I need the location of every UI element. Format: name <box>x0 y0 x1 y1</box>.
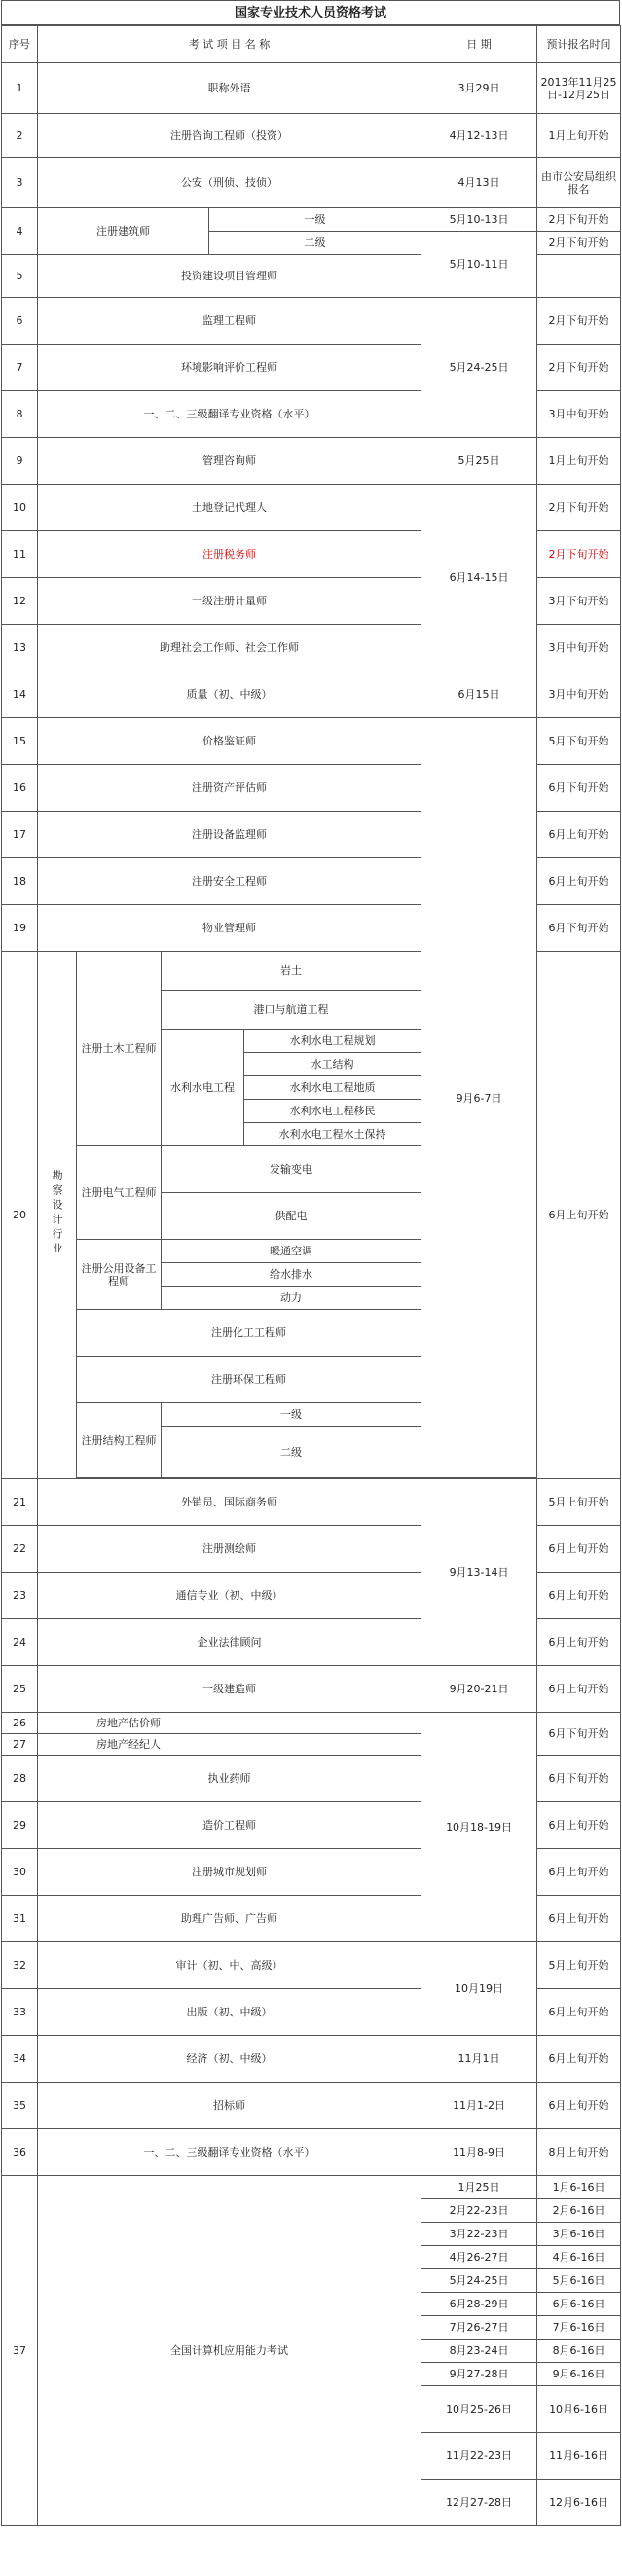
chemical-engineer-label: 注册化工工程师 <box>77 1310 421 1357</box>
table-row <box>2 298 621 345</box>
table-row <box>2 1713 621 1734</box>
exam-sub-level: 二级 <box>209 232 421 255</box>
reg-time: 3月中旬开始 <box>537 391 621 438</box>
exam-name: 经济（初、中级） <box>38 2036 421 2083</box>
table-row <box>2 158 621 208</box>
sub-specialty: 港口与航道工程 <box>162 991 421 1030</box>
reg-time: 7月6-16日 <box>537 2316 621 2340</box>
row-no: 15 <box>2 718 38 765</box>
reg-time: 5月上旬开始 <box>537 1479 621 1526</box>
exam-name: 助理社会工作师、社会工作师 <box>38 625 421 671</box>
exam-date: 10月19日 <box>421 1942 537 2036</box>
table-row <box>2 114 621 158</box>
exam-date: 5月24-25日 <box>421 298 537 438</box>
exam-date: 6月15日 <box>421 671 537 718</box>
sub-specialty: 水利水电工程规划 <box>244 1030 421 1053</box>
exam-date: 9月20-21日 <box>421 1666 537 1713</box>
utility-engineer-label: 注册公用设备工程师 <box>77 1240 162 1310</box>
reg-time: 2月下旬开始 <box>537 345 621 391</box>
environmental-engineer-label: 注册环保工程师 <box>77 1357 421 1403</box>
row-no: 6 <box>2 298 38 345</box>
exam-name: 注册税务师 <box>38 531 421 578</box>
exam-date: 3月22-23日 <box>421 2223 537 2246</box>
reg-time: 6月上旬开始 <box>537 1526 621 1573</box>
row-no: 12 <box>2 578 38 625</box>
row-no: 10 <box>2 485 38 531</box>
table-row <box>2 1479 621 1526</box>
sub-specialty: 水利水电工程移民 <box>244 1100 421 1123</box>
exam-name: 投资建设项目管理师 <box>38 255 421 298</box>
exam-name: 注册咨询工程师（投资） <box>38 114 421 158</box>
row-no: 33 <box>2 1989 38 2036</box>
row-no: 20 <box>2 952 38 1479</box>
reg-time: 6月上旬开始 <box>537 1619 621 1666</box>
exam-date: 9月6-7日 <box>421 718 537 1478</box>
exam-date: 5月10-13日 <box>421 208 537 232</box>
exam-date: 12月27-28日 <box>421 2480 537 2526</box>
sub-specialty: 供配电 <box>162 1193 421 1240</box>
exam-name: 招标师 <box>38 2083 421 2129</box>
reg-time: 6月上旬开始 <box>537 1896 621 1942</box>
sub-specialty: 暖通空调 <box>162 1240 421 1263</box>
exam-name: 一级注册计量师 <box>38 578 421 625</box>
table-row <box>2 2083 621 2129</box>
reg-time: 6月下旬开始 <box>537 905 621 952</box>
table-row <box>2 438 621 485</box>
exam-name: 审计（初、中、高级） <box>38 1942 421 1989</box>
exam-name: 执业药师 <box>38 1756 421 1802</box>
row-no: 8 <box>2 391 38 438</box>
row-no: 26 <box>2 1713 38 1734</box>
exam-date: 10月18-19日 <box>421 1713 537 1942</box>
exam-sub-level: 一级 <box>209 208 421 232</box>
exam-name: 企业法律顾问 <box>38 1619 421 1666</box>
reg-time: 6月上旬开始 <box>537 1989 621 2036</box>
exam-name: 外销员、国际商务师 <box>38 1479 421 1526</box>
sub-specialty: 水利水电工程地质 <box>244 1076 421 1100</box>
row-no: 25 <box>2 1666 38 1713</box>
exam-name: 房地产估价师 <box>38 1713 421 1734</box>
sub-specialty: 水工结构 <box>244 1053 421 1076</box>
exam-name: 注册设备监理师 <box>38 812 421 858</box>
reg-time: 6月上旬开始 <box>537 952 621 1479</box>
table-row <box>2 718 621 765</box>
row-no: 27 <box>2 1734 38 1756</box>
category-cell <box>38 952 77 1479</box>
table-row <box>2 1942 621 1989</box>
reg-time: 6月6-16日 <box>537 2293 621 2316</box>
row-no: 24 <box>2 1619 38 1666</box>
exam-date: 4月12-13日 <box>421 114 537 158</box>
exam-date: 11月1-2日 <box>421 2083 537 2129</box>
reg-time: 2月下旬开始 <box>537 485 621 531</box>
table-row <box>2 63 621 114</box>
exam-name: 公安（刑侦、技侦） <box>38 158 421 208</box>
exam-name: 一级建造师 <box>38 1666 421 1713</box>
exam-date: 5月10-11日 <box>421 232 537 298</box>
reg-time: 2月下旬开始 <box>537 232 621 255</box>
sub-level: 一级 <box>162 1403 421 1427</box>
row-no: 7 <box>2 345 38 391</box>
reg-time: 1月6-16日 <box>537 2176 621 2199</box>
exam-date: 5月24-25日 <box>421 2269 537 2293</box>
reg-time: 6月上旬开始 <box>537 1573 621 1619</box>
row-no: 2 <box>2 114 38 158</box>
row-no: 14 <box>2 671 38 718</box>
reg-time: 8月上旬开始 <box>537 2129 621 2176</box>
table-row <box>2 208 621 232</box>
exam-name: 土地登记代理人 <box>38 485 421 531</box>
exam-name: 通信专业（初、中级） <box>38 1573 421 1619</box>
row-no: 1 <box>2 63 38 114</box>
header-row <box>2 26 621 63</box>
exam-name: 注册城市规划师 <box>38 1849 421 1896</box>
reg-time: 6月上旬开始 <box>537 1666 621 1713</box>
hydro-label: 水利水电工程 <box>162 1030 244 1146</box>
electrical-engineer-label: 注册电气工程师 <box>77 1146 162 1240</box>
row-no: 29 <box>2 1802 38 1849</box>
row-no: 17 <box>2 812 38 858</box>
row-no: 31 <box>2 1896 38 1942</box>
exam-date: 5月25日 <box>421 438 537 485</box>
row-no: 18 <box>2 858 38 905</box>
exam-name: 监理工程师 <box>38 298 421 345</box>
reg-time: 3月中旬开始 <box>537 671 621 718</box>
row-no: 5 <box>2 255 38 298</box>
exam-date: 7月26-27日 <box>421 2316 537 2340</box>
exam-name: 质量（初、中级） <box>38 671 421 718</box>
reg-time: 10月6-16日 <box>537 2386 621 2433</box>
reg-time: 6月上旬开始 <box>537 2036 621 2083</box>
header-date: 日 期 <box>421 26 537 63</box>
table-row <box>2 2176 621 2199</box>
sub-specialty: 岩土 <box>162 952 421 991</box>
reg-time: 12月6-16日 <box>537 2480 621 2526</box>
reg-time: 3月中旬开始 <box>537 625 621 671</box>
header-no: 序号 <box>2 26 38 63</box>
sub-level: 二级 <box>162 1427 421 1478</box>
exam-name: 注册资产评估师 <box>38 765 421 812</box>
exam-date: 9月27-28日 <box>421 2363 537 2386</box>
reg-time: 6月上旬开始 <box>537 2083 621 2129</box>
exam-name: 全国计算机应用能力考试 <box>38 2176 421 2526</box>
reg-time: 8月6-16日 <box>537 2340 621 2363</box>
exam-date: 9月13-14日 <box>421 1479 537 1666</box>
reg-time: 6月下旬开始 <box>537 765 621 812</box>
reg-time: 6月上旬开始 <box>537 1802 621 1849</box>
exam-name: 造价工程师 <box>38 1802 421 1849</box>
table-row <box>2 2036 621 2083</box>
exam-name: 职称外语 <box>38 63 421 114</box>
reg-time: 5月上旬开始 <box>537 1942 621 1989</box>
page-title: 国家专业技术人员资格考试 <box>1 0 620 25</box>
table-row <box>2 1666 621 1713</box>
exam-name: 价格鉴证师 <box>38 718 421 765</box>
exam-date: 4月26-27日 <box>421 2246 537 2269</box>
reg-time: 6月下旬开始 <box>537 1756 621 1802</box>
row-no: 16 <box>2 765 38 812</box>
exam-date: 11月22-23日 <box>421 2433 537 2480</box>
table-row <box>2 2129 621 2176</box>
row-no: 36 <box>2 2129 38 2176</box>
exam-date: 6月14-15日 <box>421 485 537 671</box>
reg-time: 3月下旬开始 <box>537 578 621 625</box>
reg-time: 4月6-16日 <box>537 2246 621 2269</box>
reg-time: 5月下旬开始 <box>537 718 621 765</box>
header-name: 考 试 项 目 名 称 <box>38 26 421 63</box>
reg-time <box>537 255 621 298</box>
exam-date: 8月23-24日 <box>421 2340 537 2363</box>
sub-specialty: 给水排水 <box>162 1263 421 1287</box>
exam-name: 出版（初、中级） <box>38 1989 421 2036</box>
row-no: 32 <box>2 1942 38 1989</box>
exam-table <box>1 25 621 2526</box>
exam-name: 注册建筑师 <box>38 208 209 255</box>
row-no: 13 <box>2 625 38 671</box>
reg-time: 3月6-16日 <box>537 2223 621 2246</box>
reg-time: 9月6-16日 <box>537 2363 621 2386</box>
row-no: 21 <box>2 1479 38 1526</box>
reg-time: 2月6-16日 <box>537 2199 621 2223</box>
reg-time: 6月上旬开始 <box>537 858 621 905</box>
exam-name: 物业管理师 <box>38 905 421 952</box>
exam-date: 2月22-23日 <box>421 2199 537 2223</box>
row-no: 11 <box>2 531 38 578</box>
civil-engineer-label: 注册土木工程师 <box>77 952 162 1146</box>
exam-date: 3月29日 <box>421 63 537 114</box>
exam-name: 一、二、三级翻译专业资格（水平） <box>38 2129 421 2176</box>
exam-name: 助理广告师、广告师 <box>38 1896 421 1942</box>
reg-time: 2013年11月25日-12月25日 <box>537 63 621 114</box>
table-row <box>2 671 621 718</box>
reg-time: 1月上旬开始 <box>537 438 621 485</box>
exam-date: 11月1日 <box>421 2036 537 2083</box>
row-no: 30 <box>2 1849 38 1896</box>
exam-name: 环境影响评价工程师 <box>38 345 421 391</box>
row-no: 9 <box>2 438 38 485</box>
row-no: 23 <box>2 1573 38 1619</box>
exam-date: 1月25日 <box>421 2176 537 2199</box>
exam-date: 6月28-29日 <box>421 2293 537 2316</box>
row-no: 4 <box>2 208 38 255</box>
reg-time: 1月上旬开始 <box>537 114 621 158</box>
sub-specialty: 水利水电工程水土保持 <box>244 1123 421 1146</box>
exam-date: 11月8-9日 <box>421 2129 537 2176</box>
row-no: 37 <box>2 2176 38 2526</box>
exam-name: 注册安全工程师 <box>38 858 421 905</box>
exam-name: 管理咨询师 <box>38 438 421 485</box>
row-no: 19 <box>2 905 38 952</box>
header-reg: 预计报名时间 <box>537 26 621 63</box>
row-no: 22 <box>2 1526 38 1573</box>
category-label: 勘察设计行业 <box>51 1170 63 1257</box>
reg-time: 5月6-16日 <box>537 2269 621 2293</box>
sub-specialty: 动力 <box>162 1287 421 1310</box>
row-no: 34 <box>2 2036 38 2083</box>
reg-time: 2月下旬开始 <box>537 208 621 232</box>
row-no: 35 <box>2 2083 38 2129</box>
structural-engineer-label: 注册结构工程师 <box>77 1403 162 1478</box>
exam-date: 10月25-26日 <box>421 2386 537 2433</box>
reg-time: 2月下旬开始 <box>537 531 621 578</box>
reg-time: 6月上旬开始 <box>537 1849 621 1896</box>
row-no: 3 <box>2 158 38 208</box>
reg-time: 2月下旬开始 <box>537 298 621 345</box>
sub-specialty: 发输变电 <box>162 1146 421 1193</box>
reg-time: 11月6-16日 <box>537 2433 621 2480</box>
table-row <box>2 485 621 531</box>
exam-name: 房地产经纪人 <box>38 1734 421 1756</box>
reg-time: 6月下旬开始 <box>537 1713 621 1756</box>
reg-time: 由市公安局组织报名 <box>537 158 621 208</box>
exam-date: 4月13日 <box>421 158 537 208</box>
reg-time: 6月上旬开始 <box>537 812 621 858</box>
exam-name: 一、二、三级翻译专业资格（水平） <box>38 391 421 438</box>
exam-name: 注册测绘师 <box>38 1526 421 1573</box>
row-no: 28 <box>2 1756 38 1802</box>
